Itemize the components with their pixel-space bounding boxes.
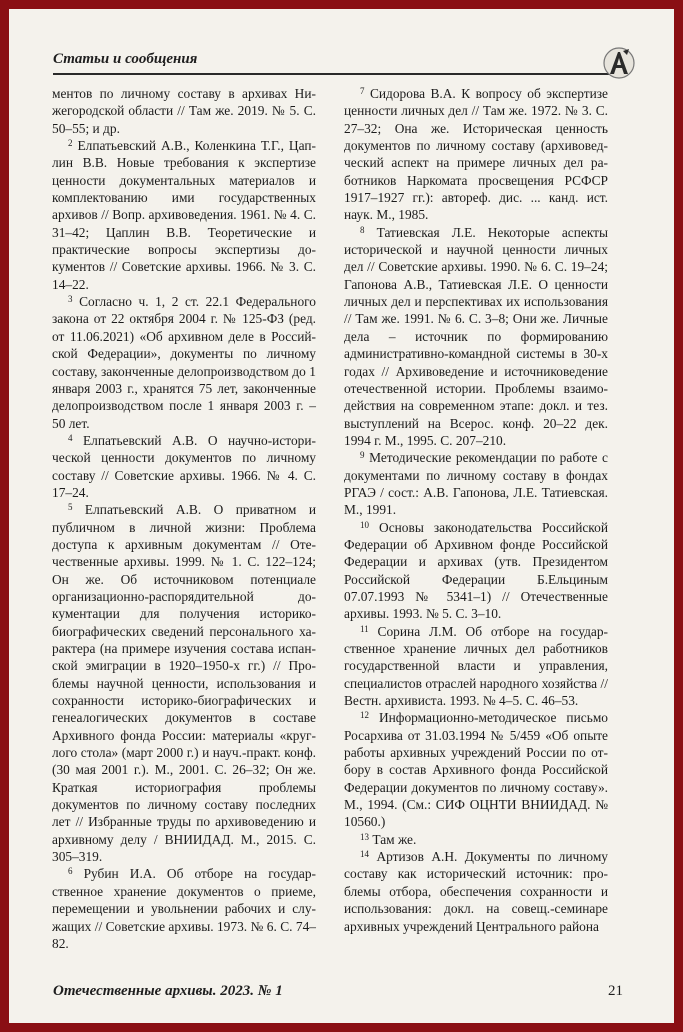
footnote-4: $^4$ Елпатьевский А.В. О научно-исторической ценности документов по личному составу // Советские архивы. 1966. № 4. С. 17–24. — [52, 432, 316, 500]
footnote-9: $^9$ Методические рекомендации по работе с документами по личному составу в фондах РГАЭ / сост.: А.В. Гапонова, Л.Е. Татиевская. М., 1991. — [344, 450, 608, 518]
running-footer — [53, 983, 623, 1007]
footnote-12: $^{12}$ Информационно-методическое письмо Росархива от 31.03.1994 № 5/459 «Об опыте работы архивных учреждений России по отбору в состав Архивного фонда Российской Федерации документов по личному составу». М., 1994. (См.: СИФ ОЦНТИ ВНИИДАД. № 10560.) — [344, 710, 608, 830]
footnote-1-cont: ментов по личному составу в архивах Нижегородской области // Там же. 2019. № 5. С. 50–55; и др. — [52, 86, 316, 136]
footnote-3: $^3$ Согласно ч. 1, 2 ст. 22.1 Федерального закона от 22 октября 2004 г. № 125-ФЗ (ред. от 11.06.2021) «Об архивном деле в Российской Федерации», документы по личному составу, законченные делопроизводством до 1 января 2003 г., хранятся 75 лет, законченные делопроизводством после 1 января 2003 г. – 50 лет. — [52, 294, 316, 431]
running-header — [53, 47, 623, 81]
section-title: Статьи и сообщения — [53, 51, 198, 67]
document-page — [9, 9, 674, 1023]
page-number: 21 — [608, 983, 623, 999]
footnote-11: $^{11}$ Сорина Л.М. Об отборе на государственное хранение личных дел работников государственной власти и управления, специалистов отраслей народного хозяйства // Вестн. архивиста. 1993. № 4–5. С. 46–53. — [344, 623, 608, 709]
header-divider — [53, 73, 613, 75]
footnote-5: $^5$ Елпатьевский А.В. О приватном и публичном в личной жизни: Проблема доступа к архивным документам // Отечественные архивы. 1999. № 1. С. 122–124; Он же. Об источниковом потенциале организационно-распорядительной документации для получения историко-биографических сведений персонального характера (на примере изучения состава испанской эмиграции в 1920–1950-х гг.) // Проблемы научной ценности, использования и сохранности историко-биографических и генеалогических документов в составе Архивного фонда России: материалы «круглого стола» (март 2000 г.) и науч.-практ. конф. (30 мая 2001 г.). М., 2001. С. 26–32; Он же. Краткая историография проблемы документов по личному составу последних лет // Избранные труды по архивоведению и архивному делу / ВНИИДАД. М., 2015. С. 305–319. — [52, 502, 316, 865]
journal-issue: Отечественные архивы. 2023. № 1 — [53, 983, 283, 999]
footnote-13: $^{13}$ Там же. — [360, 831, 417, 847]
footnote-14: $^{14}$ Артизов А.Н. Документы по личному составу как исторический источник: проблемы отбора, обеспечения сохранности и использования: докл. на совещ.-семинаре архивных учреждений Центрального района — [344, 849, 608, 934]
journal-logo-icon — [601, 45, 637, 81]
footnote-2: $^2$ Елпатьевский А.В., Коленкина Т.Г., Цаплин В.В. Новые требования к экспертизе ценности документальных материалов и комплектованию ими государственных архивов // Вопр. архивоведения. 1961. № 4. С. 31–42; Цаплин В.В. Теоретические и практические вопросы экспертизы документов // Советские архивы. 1966. № 3. С. 14–22. — [52, 138, 316, 292]
left-column — [52, 85, 316, 952]
footnote-10: $^{10}$ Основы законодательства Российской Федерации об Архивном фонде Российской Федерации и архивах (утв. Президентом Российской Федерации Б.Ельциным 07.07.1993 № 5341–1) // Отечественные архивы. 1993. № 5. С. 3–10. — [344, 519, 608, 622]
footnote-6: $^6$ Рубин И.А. Об отборе на государственное хранение документов о приеме, перемещении и увольнении рабочих и служащих // Советские архивы. 1973. № 6. С. 74–82. — [52, 866, 316, 951]
right-column — [344, 85, 608, 935]
footnote-7: $^7$ Сидорова В.А. К вопросу об экспертизе ценности личных дел // Там же. 1972. № 3. С. 27–32; Она же. Историческая ценность документов по личному составу (архивоведческий аспект на примере личных дел работников Наркомата просвещения РСФСР 1917–1927 гг.): автореф. дис. ... канд. ист. наук. М., 1985. — [344, 86, 608, 223]
footnote-8: $^8$ Татиевская Л.Е. Некоторые аспекты исторической и научной ценности личных дел // Советские архивы. 1990. № 6. С. 19–24; Гапонова А.В., Татиевская Л.Е. О ценности личных дел и перспективах их использования // Там же. 1991. № 6. С. 3–8; Они же. Личные дела – источник по формированию административно-командной системы в 30-х годах // Архивоведение и источниковедение отечественной истории. Проблемы взаимодействия на современном этапе: докл. и тез. выступлений на Всерос. конф. 20–22 дек. 1994 г. М., 1995. С. 207–210. — [344, 224, 608, 448]
